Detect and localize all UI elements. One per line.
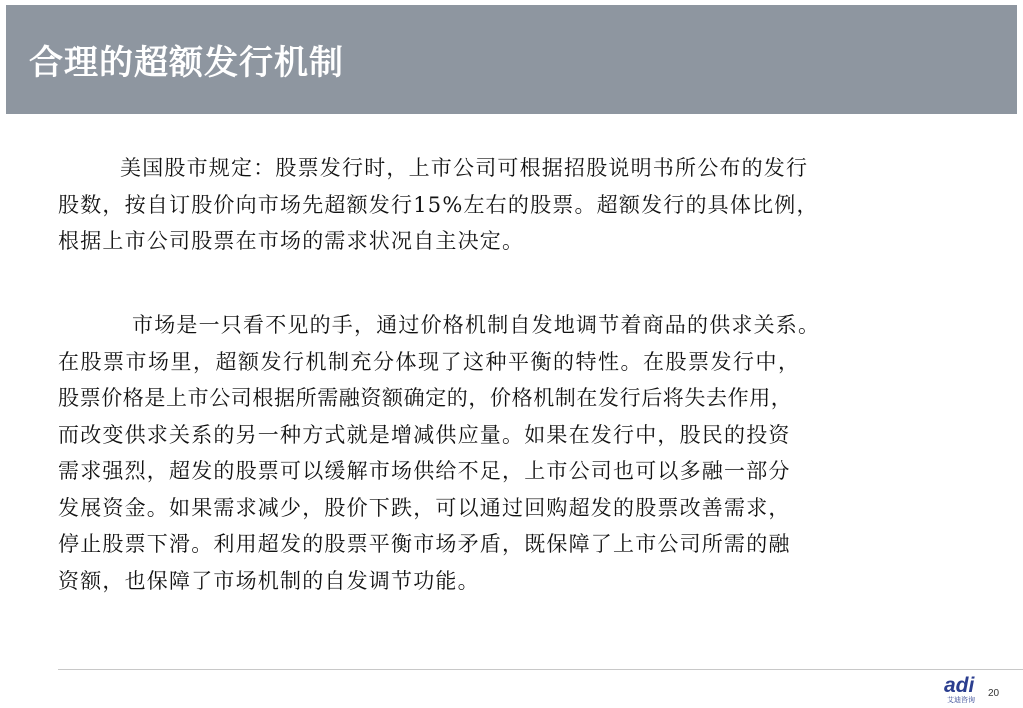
paragraph-line: 根据上市公司股票在市场的需求状况自主决定。 [58, 229, 525, 253]
paragraph-2 [58, 307, 968, 599]
text-run: 股数，按自订股价向市场先超额发行 [58, 192, 414, 217]
percent-value: 15% [413, 192, 464, 217]
paragraph-1 [58, 150, 968, 260]
paragraph-line: 资额，也保障了市场机制的自发调节功能。 [58, 568, 480, 593]
slide-title: 合理的超额发行机制 [29, 43, 344, 83]
paragraph-line: 在股票市场里，超额发行机制充分体现了这种平衡的特性。在股票发行中， [58, 349, 801, 374]
paragraph-line: 需求强烈，超发的股票可以缓解市场供给不足，上市公司也可以多融一部分 [58, 459, 791, 483]
logo-caption: 艾迪咨询 [947, 696, 975, 704]
paragraph-line: 市场是一只看不见的手，通过价格机制自发地调节着商品的供求关系。 [132, 313, 821, 337]
company-logo [944, 672, 984, 704]
title-banner [6, 5, 1017, 114]
paragraph-line [58, 187, 968, 224]
paragraph-line: 美国股市规定：股票发行时，上市公司可根据招股说明书所公布的发行 [120, 156, 809, 180]
logo-text: adi [944, 674, 975, 697]
paragraph-line: 发展资金。如果需求减少，股价下跌，可以通过回购超发的股票改善需求， [58, 495, 791, 520]
paragraph-line: 股票价格是上市公司根据所需融资额确定的，价格机制在发行后将失去作用， [58, 386, 793, 410]
paragraph-line: 而改变供求关系的另一种方式就是增减供应量。如果在发行中，股民的投资 [58, 422, 791, 447]
paragraph-line: 停止股票下滑。利用超发的股票平衡市场矛盾，既保障了上市公司所需的融 [58, 532, 791, 556]
footer-divider [58, 669, 1023, 670]
text-run: 左右的股票。超额发行的具体比例， [463, 192, 819, 217]
page-number: 20 [988, 688, 1000, 699]
